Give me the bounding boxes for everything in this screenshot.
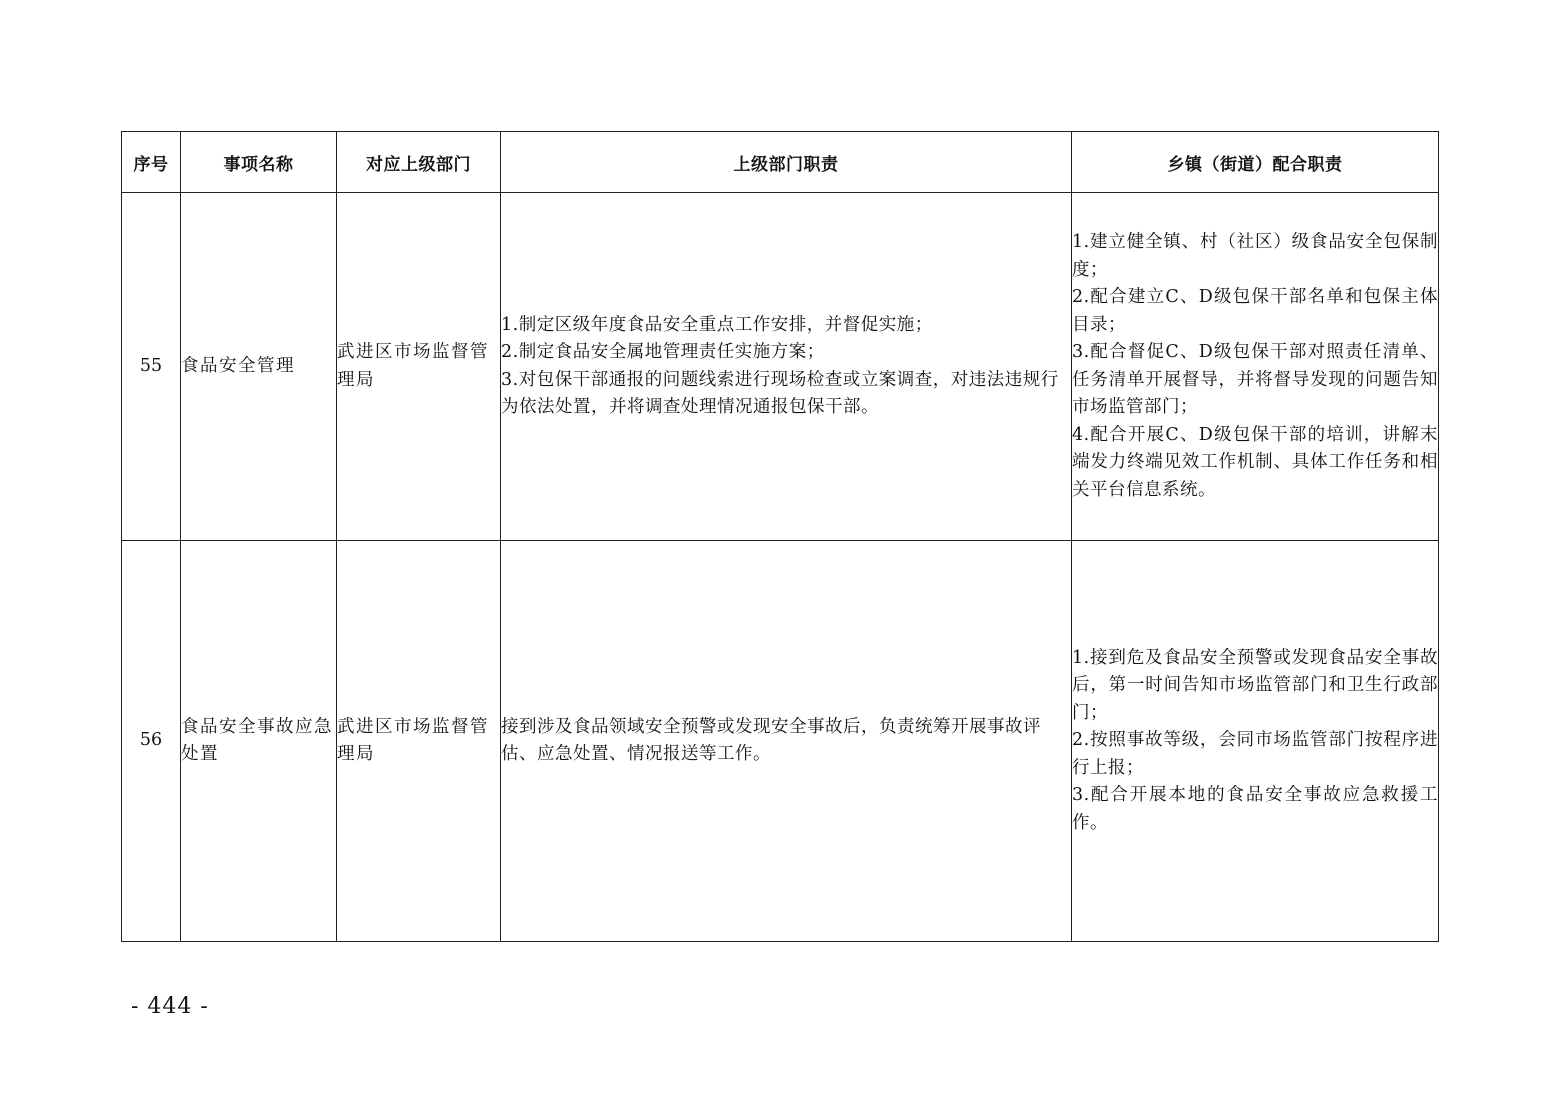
table-row — [122, 193, 1439, 541]
duty-line: 2.按照事故等级，会同市场监管部门按程序进行上报； — [1072, 730, 1438, 778]
page-number: - 444 - — [131, 994, 209, 1019]
duty-line: 1.制定区级年度食品安全重点工作安排，并督促实施； — [501, 314, 933, 335]
department-cell: 武进区市场监督管理局 — [337, 541, 501, 942]
duty-line: 1.建立健全镇、村（社区）级食品安全包保制度； — [1072, 232, 1438, 280]
upper-duties-cell — [501, 193, 1072, 541]
duty-line: 4.配合开展C、D级包保干部的培训，讲解末端发力终端见效工作机制、具体工作任务和相关平台信息系统。 — [1072, 424, 1438, 500]
header-town-duties: 乡镇（街道）配合职责 — [1072, 132, 1439, 193]
header-upper-department: 对应上级部门 — [337, 132, 501, 193]
header-item-name: 事项名称 — [181, 132, 337, 193]
duty-line: 1.接到危及食品安全预警或发现食品安全事故后，第一时间告知市场监管部门和卫生行政部门； — [1072, 647, 1438, 723]
duty-line: 3.配合开展本地的食品安全事故应急救援工作。 — [1072, 785, 1438, 833]
duty-line: 3.对包保干部通报的问题线索进行现场检查或立案调查，对违法违规行为依法处置，并将调查处理情况通报包保干部。 — [501, 369, 1059, 417]
upper-duties-cell — [501, 541, 1072, 942]
town-duties-cell — [1072, 541, 1439, 942]
duty-table — [121, 131, 1439, 942]
header-serial-number: 序号 — [122, 132, 181, 193]
duty-line: 2.配合建立C、D级包保干部名单和包保主体目录； — [1072, 287, 1438, 335]
header-upper-duties: 上级部门职责 — [501, 132, 1072, 193]
item-name-cell: 食品安全管理 — [181, 193, 337, 541]
duty-line: 接到涉及食品领域安全预警或发现安全事故后，负责统筹开展事故评估、应急处置、情况报送等工作。 — [501, 716, 1041, 764]
duty-line: 3.配合督促C、D级包保干部对照责任清单、任务清单开展督导，并将督导发现的问题告知市场监管部门； — [1072, 342, 1438, 417]
serial-number-cell: 56 — [122, 541, 181, 942]
table-row — [122, 541, 1439, 942]
duty-line: 2.制定食品安全属地管理责任实施方案； — [501, 342, 825, 362]
item-name-cell: 食品安全事故应急处置 — [181, 541, 337, 942]
table-header-row — [122, 132, 1439, 193]
town-duties-cell — [1072, 193, 1439, 541]
serial-number-cell: 55 — [122, 193, 181, 541]
department-cell: 武进区市场监督管理局 — [337, 193, 501, 541]
